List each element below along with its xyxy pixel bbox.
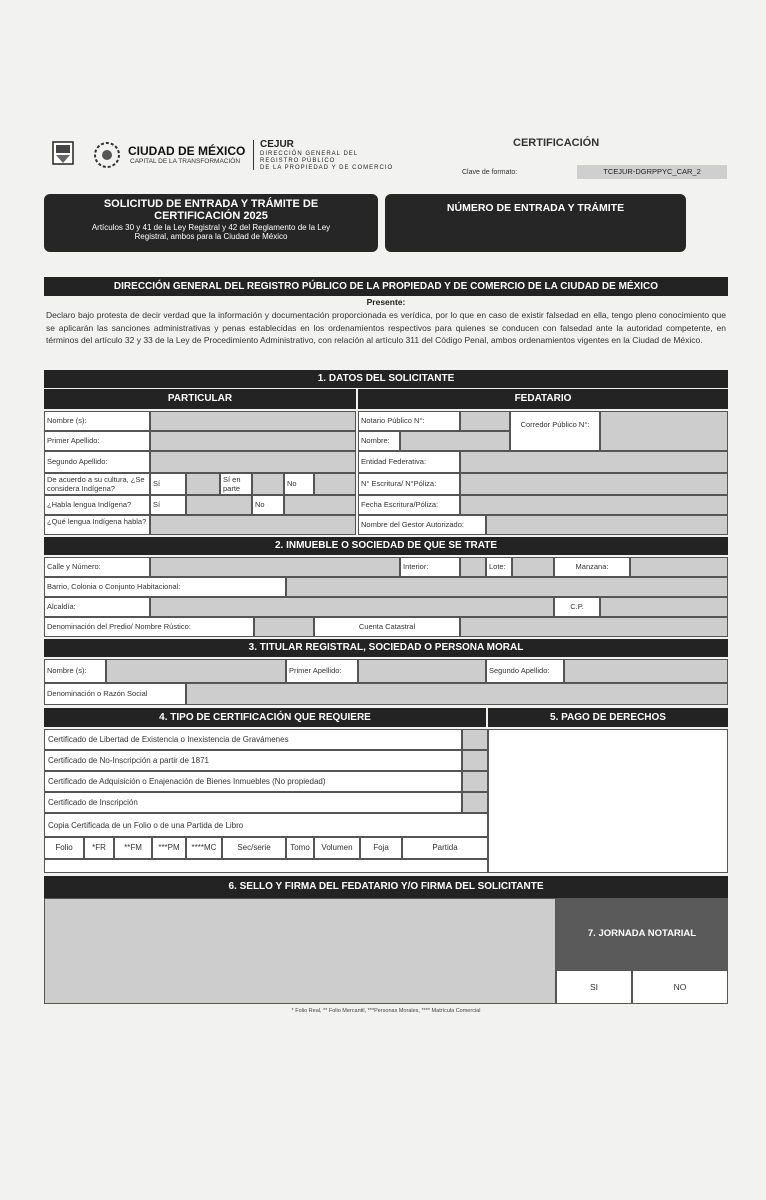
format-code: TCEJUR-DGRPPYC_CAR_2 (577, 165, 727, 179)
cert-option-2-box[interactable] (462, 750, 488, 771)
main-title: DIRECCIÓN GENERAL DEL REGISTRO PÚBLICO DE LA PROPIEDAD Y DE COMERCIO DE LA CIUDAD DE MÉXICO (44, 277, 728, 296)
header-divider (253, 140, 254, 170)
col-fm: **FM (114, 837, 152, 859)
alcaldia-input[interactable] (150, 597, 554, 617)
org-sub-2: REGISTRO PÚBLICO (260, 158, 336, 164)
corredor-input[interactable] (600, 411, 728, 451)
format-label: Clave de formato: (462, 169, 518, 176)
sec3-title: 3. TITULAR REGISTRAL, SOCIEDAD O PERSONA MORAL (44, 639, 728, 657)
col-fr: *FR (84, 837, 114, 859)
habla-no-box[interactable] (284, 495, 356, 515)
primer-apellido-label: Primer Apellido: (44, 431, 150, 451)
cert-option-2[interactable]: Certificado de No-Inscripción a partir de 1871 (44, 750, 462, 771)
indigena-label: De acuerdo a su cultura, ¿Se considera Indígena? (44, 473, 150, 495)
sec6-title: 6. SELLO Y FIRMA DEL FEDATARIO Y/O FIRMA DEL SOLICITANTE (44, 876, 728, 898)
alcaldia-label: Alcaldía: (44, 597, 150, 617)
gestor-label: Nombre del Gestor Autorizado: (358, 515, 486, 535)
barrio-label: Barrio, Colonia o Conjunto Habitacional: (44, 577, 286, 597)
footnote: * Folio Real, ** Folio Mercantil, ***Personas Morales, **** Matrícula Comercial (291, 1008, 481, 1014)
folio-data-row[interactable] (44, 859, 488, 873)
sec2-title: 2. INMUEBLE O SOCIEDAD DE QUE SE TRATE (44, 537, 728, 555)
col-folio: Folio (44, 837, 84, 859)
title-line-4: Registral, ambos para la Ciudad de México (134, 232, 288, 241)
cert-option-1-box[interactable] (462, 729, 488, 750)
cuenta-catastral-input[interactable] (460, 617, 728, 637)
transformacion-logo (92, 138, 122, 170)
calle-label: Calle y Número: (44, 557, 150, 577)
entidad-input[interactable] (460, 451, 728, 473)
indigena-si-label: Sí (150, 473, 186, 495)
calle-input[interactable] (150, 557, 400, 577)
habla-label: ¿Habla lengua Indígena? (44, 495, 150, 515)
nombre-fedatario-label: Nombre: (358, 431, 400, 451)
corredor-label: Corredor Público N°: (510, 411, 600, 451)
cert-option-1[interactable]: Certificado de Libertad de Existencia o Inexistencia de Gravámenes (44, 729, 462, 750)
titular-primer-label: Primer Apellido: (286, 659, 358, 683)
col-pm: ***PM (152, 837, 186, 859)
fedatario-header: FEDATARIO (358, 389, 728, 409)
sec7-title: 7. JORNADA NOTARIAL (587, 928, 697, 939)
escritura-label: N° Escritura/ N°Póliza: (358, 473, 460, 495)
col-tomo: Tomo (286, 837, 314, 859)
cp-label: C.P. (554, 597, 600, 617)
gestor-input[interactable] (486, 515, 728, 535)
fecha-input[interactable] (460, 495, 728, 515)
col-sec-serie: Sec/serie (222, 837, 286, 859)
segundo-apellido-input[interactable] (150, 451, 356, 473)
titular-nombre-input[interactable] (106, 659, 286, 683)
city-subtitle: CAPITAL DE LA TRANSFORMACIÓN (130, 158, 241, 165)
titular-nombre-label: Nombre (s): (44, 659, 106, 683)
escritura-input[interactable] (460, 473, 728, 495)
indigena-si-en-parte-label: Sí en parte (220, 473, 252, 495)
habla-si-label: Sí (150, 495, 186, 515)
col-volumen: Volumen (314, 837, 360, 859)
sec4-title: 4. TIPO DE CERTIFICACIÓN QUE REQUIERE (44, 708, 486, 727)
nombre-label: Nombre (s): (44, 411, 150, 431)
habla-si-box[interactable] (186, 495, 252, 515)
razon-social-input[interactable] (186, 683, 728, 705)
entry-box[interactable] (385, 194, 686, 252)
col-foja: Foja (360, 837, 402, 859)
title-line-3: Artículos 30 y 41 de la Ley Registral y 42 del Reglamento de la Ley (91, 223, 331, 232)
que-lengua-input[interactable] (150, 515, 356, 535)
indigena-si-box[interactable] (186, 473, 220, 495)
barrio-input[interactable] (286, 577, 728, 597)
title-line-1: SOLICITUD DE ENTRADA Y TRÁMITE DE (103, 198, 319, 210)
declaration-text: Declaro bajo protesta de decir verdad que la información y documentación proporcionada es verídica, por lo que en caso de existir falsedad en ella, tengo pleno conocimiento que se aplicarán las sanciones administrativas y penas establecidas en los ordenamientos respectivos para quienes se conducen con falsedad ante la autoridad competente, en términos del artículo 32 y 33 de la Ley de Procedimiento Administrativo, con relación al artículo 311 del Código Penal, ambos ordenamientos vigentes en la Ciudad de México. (46, 310, 726, 345)
que-lengua-label: ¿Qué lengua Indígena habla? (44, 515, 150, 535)
interior-input[interactable] (460, 557, 486, 577)
habla-no-label: No (252, 495, 284, 515)
titular-segundo-input[interactable] (564, 659, 728, 683)
fecha-label: Fecha Escritura/Póliza: (358, 495, 460, 515)
cert-option-4[interactable]: Certificado de Inscripción (44, 792, 462, 813)
nombre-fedatario-input[interactable] (400, 431, 510, 451)
presente-label: Presente: (366, 297, 406, 307)
org-sub-3: DE LA PROPIEDAD Y DE COMERCIO (260, 165, 394, 171)
primer-apellido-input[interactable] (150, 431, 356, 451)
cuenta-catastral-label: Cuenta Catastral (314, 617, 460, 637)
indigena-no-label: No (284, 473, 314, 495)
cdmx-logo (52, 141, 74, 165)
title-line-2: CERTIFICACIÓN 2025 (154, 210, 268, 222)
entidad-label: Entidad Federativa: (358, 451, 460, 473)
manzana-input[interactable] (630, 557, 728, 577)
pago-derechos-area[interactable] (488, 729, 728, 873)
cert-option-4-box[interactable] (462, 792, 488, 813)
indigena-no-box[interactable] (314, 473, 356, 495)
notario-input[interactable] (460, 411, 510, 431)
city-name: CIUDAD DE MÉXICO (128, 144, 246, 158)
cp-input[interactable] (600, 597, 728, 617)
notario-label: Notario Público N°: (358, 411, 460, 431)
denominacion-predio-input[interactable] (254, 617, 314, 637)
sello-firma-area[interactable] (44, 898, 556, 1004)
lote-input[interactable] (512, 557, 554, 577)
document-title: CERTIFICACIÓN (513, 137, 600, 149)
title-box (44, 194, 378, 252)
particular-header: PARTICULAR (44, 389, 356, 409)
titular-segundo-label: Segundo Apellido: (486, 659, 564, 683)
sec5-title: 5. PAGO DE DERECHOS (488, 708, 728, 727)
org-sub-1: DIRECCIÓN GENERAL DEL (260, 151, 359, 157)
interior-label: Interior: (400, 557, 460, 577)
org-name: CEJUR (260, 139, 294, 150)
jornada-si-option[interactable]: SI (556, 970, 632, 1004)
titular-primer-input[interactable] (358, 659, 486, 683)
razon-social-label: Denominación o Razón Social (44, 683, 186, 705)
denominacion-predio-label: Denominación del Predio/ Nombre Rústico: (44, 617, 254, 637)
cert-option-5[interactable]: Copia Certificada de un Folio o de una Partida de Libro (44, 813, 488, 837)
lote-label: Lote: (486, 557, 512, 577)
entry-box-label: NÚMERO DE ENTRADA Y TRÁMITE (446, 202, 625, 214)
cert-option-3[interactable]: Certificado de Adquisición o Enajenación de Bienes Inmuebles (No propiedad) (44, 771, 462, 792)
indigena-si-en-parte-box[interactable] (252, 473, 284, 495)
segundo-apellido-label: Segundo Apellido: (44, 451, 150, 473)
nombre-input[interactable] (150, 411, 356, 431)
manzana-label: Manzana: (554, 557, 630, 577)
col-partida: Partida (402, 837, 488, 859)
sec1-title: 1. DATOS DEL SOLICITANTE (44, 370, 728, 388)
jornada-no-option[interactable]: NO (632, 970, 728, 1004)
col-mc: ****MC (186, 837, 222, 859)
cert-option-3-box[interactable] (462, 771, 488, 792)
